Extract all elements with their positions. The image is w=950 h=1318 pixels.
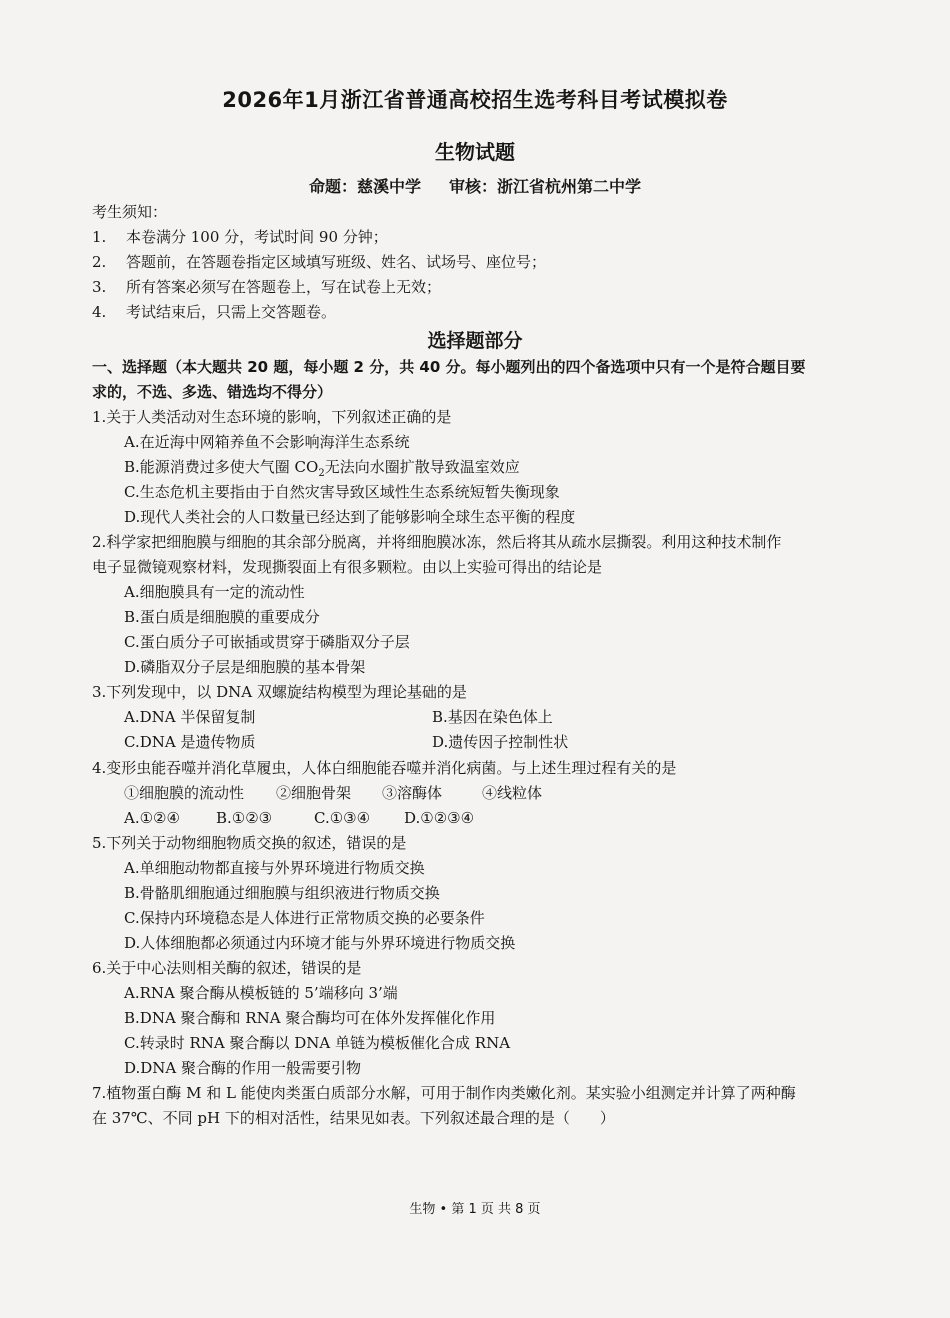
q5-option-d: D.人体细胞都必须通过内环境才能与外界环境进行物质交换 — [124, 934, 516, 952]
q2-option-d: D.磷脂双分子层是细胞膜的基本骨架 — [124, 658, 366, 676]
notice-item-3: 3. 所有答案必须写在答题卷上，写在试卷上无效； — [92, 278, 442, 296]
q6-option-c: C.转录时 RNA 聚合酶以 DNA 单链为模板催化合成 RNA — [124, 1034, 511, 1052]
q7-stem-1: 7.植物蛋白酶 M 和 L 能使肉类蛋白质部分水解，可用于制作肉类嫩化剂。某实验小组测定并计算了两种酶 — [92, 1084, 796, 1102]
notice-item-2: 2. 答题前，在答题卷指定区域填写班级、姓名、试场号、座位号； — [92, 253, 547, 271]
q4-option-c: C.①③④ — [314, 809, 371, 827]
section-instruction-1: 一、选择题（本大题共 20 题，每小题 2 分，共 40 分。每小题列出的四个备选项中只有一个是符合题目要 — [92, 358, 806, 376]
q6-option-b: B.DNA 聚合酶和 RNA 聚合酶均可在体外发挥催化作用 — [124, 1009, 496, 1027]
q4-option-a: A.①②④ — [124, 809, 180, 827]
q3-option-a: A.DNA 半保留复制 — [124, 708, 256, 726]
q1-option-b: B.能源消费过多使大气圈 $CO_2$无法向水圈扩散导致温室效应 — [124, 458, 520, 479]
q3-option-b: B.基因在染色体上 — [432, 708, 553, 726]
q1-option-a: A.在近海中网箱养鱼不会影响海洋生态系统 — [124, 433, 410, 451]
q1-stem: 1.关于人类活动对生态环境的影响，下列叙述正确的是 — [92, 408, 452, 426]
q4-option-b: B.①②③ — [216, 809, 273, 827]
q4-stem: 4.变形虫能吞噬并消化草履虫，人体白细胞能吞噬并消化病菌。与上述生理过程有关的是 — [92, 759, 677, 777]
reviewer-label: 审核：浙江省杭州第二中学 — [449, 177, 642, 196]
q5-stem: 5.下列关于动物细胞物质交换的叙述，错误的是 — [92, 834, 407, 852]
setter-label: 命题：慈溪中学 — [308, 177, 421, 196]
section-title: 选择题部分 — [427, 330, 523, 352]
q2-option-c: C.蛋白质分子可嵌插或贯穿于磷脂双分子层 — [124, 633, 410, 651]
q2-stem-2: 电子显微镜观察材料，发现撕裂面上有很多颗粒。由以上实验可得出的结论是 — [92, 558, 603, 576]
q3-option-c: C.DNA 是遗传物质 — [124, 733, 256, 751]
q2-stem-1: 2.科学家把细胞膜与细胞的其余部分脱离，并将细胞膜冰冻，然后将其从疏水层撕裂。利用这种技术制作 — [92, 533, 782, 551]
notice-item-1: 1. 本卷满分 100 分，考试时间 90 分钟； — [92, 228, 388, 246]
notice-heading: 考生须知： — [92, 203, 168, 221]
q1-option-d: D.现代人类社会的人口数量已经达到了能够影响全球生态平衡的程度 — [124, 508, 576, 526]
q3-stem: 3.下列发现中，以 DNA 双螺旋结构模型为理论基础的是 — [92, 683, 467, 701]
q5-option-c: C.保持内环境稳态是人体进行正常物质交换的必要条件 — [124, 909, 485, 927]
q6-option-a: A.RNA 聚合酶从模板链的 5’端移向 3’端 — [124, 984, 398, 1002]
q4-option-d: D.①②③④ — [404, 809, 475, 827]
section-instruction-2: 求的，不选、多选、错选均不得分） — [92, 383, 333, 401]
exam-subject: 生物试题 — [435, 140, 515, 164]
q4-item-2: ②细胞骨架 — [276, 784, 352, 802]
exam-title: 2026年1月浙江省普通高校招生选考科目考试模拟卷 — [222, 88, 728, 112]
q5-option-a: A.单细胞动物都直接与外界环境进行物质交换 — [124, 859, 425, 877]
q6-stem: 6.关于中心法则相关酶的叙述，错误的是 — [92, 959, 362, 977]
q4-item-1: ①细胞膜的流动性 — [124, 784, 245, 802]
page-footer: 生物 • 第 1 页 共 8 页 — [409, 1202, 541, 1217]
q2-option-b: B.蛋白质是细胞膜的重要成分 — [124, 608, 320, 626]
notice-item-4: 4. 考试结束后，只需上交答题卷。 — [92, 303, 337, 321]
q4-item-4: ④线粒体 — [482, 784, 543, 802]
q1-option-c: C.生态危机主要指由于自然灾害导致区域性生态系统短暂失衡现象 — [124, 483, 560, 501]
exam-authors — [0, 174, 950, 197]
q7-stem-2: 在 37℃、不同 pH 下的相对活性，结果见如表。下列叙述最合理的是（ ） — [92, 1109, 615, 1127]
q2-option-a: A.细胞膜具有一定的流动性 — [124, 583, 305, 601]
q3-option-d: D.遗传因子控制性状 — [432, 733, 569, 751]
q6-option-d: D.DNA 聚合酶的作用一般需要引物 — [124, 1059, 362, 1077]
q4-item-3: ③溶酶体 — [382, 784, 443, 802]
q5-option-b: B.骨骼肌细胞通过细胞膜与组织液进行物质交换 — [124, 884, 440, 902]
